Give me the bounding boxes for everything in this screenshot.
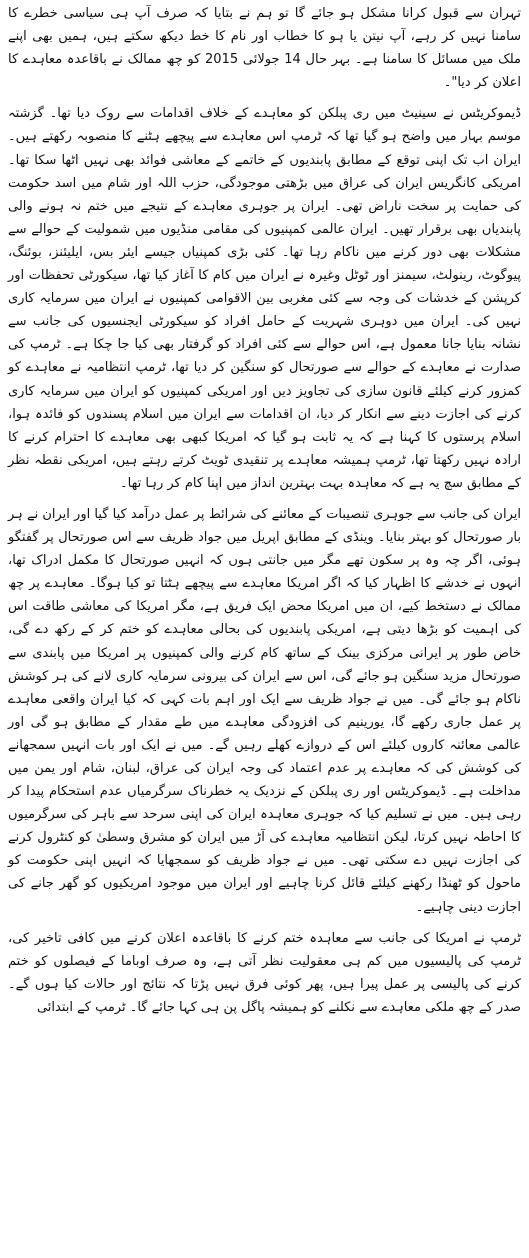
article-paragraph: تہران سے قبول کرانا مشکل ہو جائے گا تو ہم نے بتایا کہ صرف آپ ہی سیاسی خطرے کا سامنا نہیں کر رہے، آپ نیتن یا ہو کا خطاب اور نام کا خط دیکھ سکتے ہیں، ہمیں بھی اپنے ملک میں مسائل کا سامنا ہے۔ بہر حال 14 جولائی 2015 کو چھ ممالک نے باقاعدہ معاہدے کا اعلان کر دیا"۔ bbox=[8, 6, 522, 91]
article-paragraph: ٹرمپ نے امریکا کی جانب سے معاہدہ ختم کرنے کا باقاعدہ اعلان کرنے میں کافی تاخیر کی، ٹرمپ کی پالیسیوں میں کم ہی معقولیت نظر آتی ہے، وہ صرف اوباما کے فیصلوں کو ختم کرنے کی پالیسی پر عمل پیرا ہیں، پھر کوئی فرق نہیں پڑتا کہ نتائج اور حالات کیا ہوں گے۔ صدر کے چھ ملکی معاہدے سے نکلنے کو ہمیشہ پاگل پن ہی کہا جائے گا۔ ٹرمپ کے ابتدائی bbox=[8, 930, 521, 1015]
article-paragraph: ایران کی جانب سے جوہری تنصیبات کے معائنے کی شرائط پر عمل درآمد کیا گیا اور ایران نے ہر بار صورتحال کو بہتر بنایا۔ وینڈی کے مطابق اپریل میں جواد ظریف سے اس صورتحال پر گفتگو ہوئی، اگر چہ وہ پر سکون تھے مگر میں جانتی ہوں کہ انہیں صورتحال کا مکمل ادراک تھا، انہوں نے خدشے کا اظہار کیا کہ اگر امریکا معاہدے سے پیچھے ہٹتا تو کیا ہوگا۔ معاہدے پر چھ ممالک نے دستخط کیے، ان میں امریکا محض ایک فریق ہے، مگر امریکا کی معاشی طاقت اس کی اہمیت کو بڑھا دیتی ہے، امریکی پابندیوں کی بحالی معاہدے کو ختم کر کے رکھ دے گی، خاص طور پر ایرانی مرکزی بینک کے ساتھ کام کرنے والی کمپنیوں پر امریکا میں پابندی سے صورتحال مزید سنگین ہو جائے گی، اس سے ایران کی بیرونی سرمایہ کاری لانے کی ہر کوشش ناکام ہو جائے گی۔ میں نے جواد ظریف سے ایک اور اہم بات کہی کہ کیا ایران واقعی معاہدے پر عمل جاری رکھے گا، یورینیم کی افزودگی معاہدے میں طے مقدار کے مطابق ہو گی اور عالمی معائنہ کاروں کیلئے اس کے دروازے کھلے رہیں گے۔ میں نے ایک اور بات انہیں سمجھانے کی کوشش کی کہ معاہدے پر عدم اعتماد کی وجہ ایران کی عراق، لبنان، شام اور یمن میں مداخلت ہے۔ ڈیموکریٹس اور ری پبلکن کے نزدیک یہ خطرناک سرگرمیاں عدم استحکام پیدا کر رہی ہیں۔ میں نے تسلیم کیا کہ جوہری معاہدہ ایران کی اپنی سرحد سے باہر کی سرگرمیوں کا احاطہ نہیں کرتا، لیکن انتظامیہ معاہدے کی آڑ میں ایران کو مشرق وسطیٰ کو کنٹرول کرنے کی اجازت نہیں دے سکتی تھی۔ میں نے جواد ظریف کو سمجھایا کہ انہیں اپنی حکومت کو ماحول کو ٹھنڈا رکھنے کیلئے قائل کرنا چاہیے اور ایران میں موجود امریکیوں کو گھر جانے کی اجازت دینی چاہیے۔ bbox=[8, 506, 521, 915]
article-paragraph: ڈیموکریٹس نے سینیٹ میں ری پبلکن کو معاہدے کے خلاف اقدامات سے روک دیا تھا۔ گزشتہ موسم بہار میں واضح ہو گیا تھا کہ ٹرمپ اس معاہدے سے پیچھے ہٹنے کا منصوبہ رکھتے ہیں۔ ایران اب تک اپنی توقع کے مطابق پابندیوں کے خاتمے کے معاشی فوائد بھی نہیں اٹھا سکا تھا۔ امریکی کانگریس ایران کی عراق میں بڑھتی موجودگی، حزب اللہ اور شام میں اسد حکومت کی حمایت پر سخت ناراض تھی۔ ایران پر جوہری معاہدے کے نتیجے میں ختم نہ ہونے والی پابندیاں بھی برقرار تھیں۔ ایران عالمی کمپنیوں کی مقامی منڈیوں میں شمولیت کے حوالے سے مشکلات بھی دور کرنے میں ناکام رہا تھا۔ کئی بڑی کمپنیاں جیسے ایئر بس، ایلیئنز، بوئنگ، پیوگوٹ، رینولٹ، سیمنز اور ٹوٹل وغیرہ نے ایران میں کام کا آغاز کیا تھا، سیکورٹی تحفظات اور کرپشن کے خدشات کی وجہ سے کئی مغربی بین الاقوامی کمپنیوں نے ایران میں سرمایہ کاری نہیں کی۔ ایران میں دوہری شہریت کے حامل افراد کو سیکورٹی ایجنسیوں کی جانب سے نشانہ بنایا جانا معمول ہے، اس حوالے سے کئی افراد کو گرفتار بھی کیا جا چکا ہے۔ ٹرمپ کی صدارت نے معاہدے کے حوالے سے صورتحال کو سنگین کر دیا تھا، ٹرمپ انتظامیہ نے معاہدے کو کمزور کرنے کیلئے قانون سازی کی تجاویز دیں اور امریکی کمپنیوں کو ایران میں سرمایہ کاری کرنے کی اجازت دینے سے انکار کر دیا، ان اقدامات سے ایران میں اسلام پسندوں کو فائدہ ہوا، اسلام پرستوں کا کہنا ہے کہ یہ ثابت ہو گیا کہ امریکا کبھی بھی معاہدے کا احترام کرنے کا ارادہ نہیں رکھتا تھا، ٹرمپ ہمیشہ معاہدے پر تنقیدی ٹویٹ کرتے رہتے ہیں، امریکی نقطہ نظر کے مطابق سچ یہ ہے کہ معاہدہ بہت بہترین انداز میں اپنا کام کر رہا تھا۔ bbox=[8, 106, 521, 491]
